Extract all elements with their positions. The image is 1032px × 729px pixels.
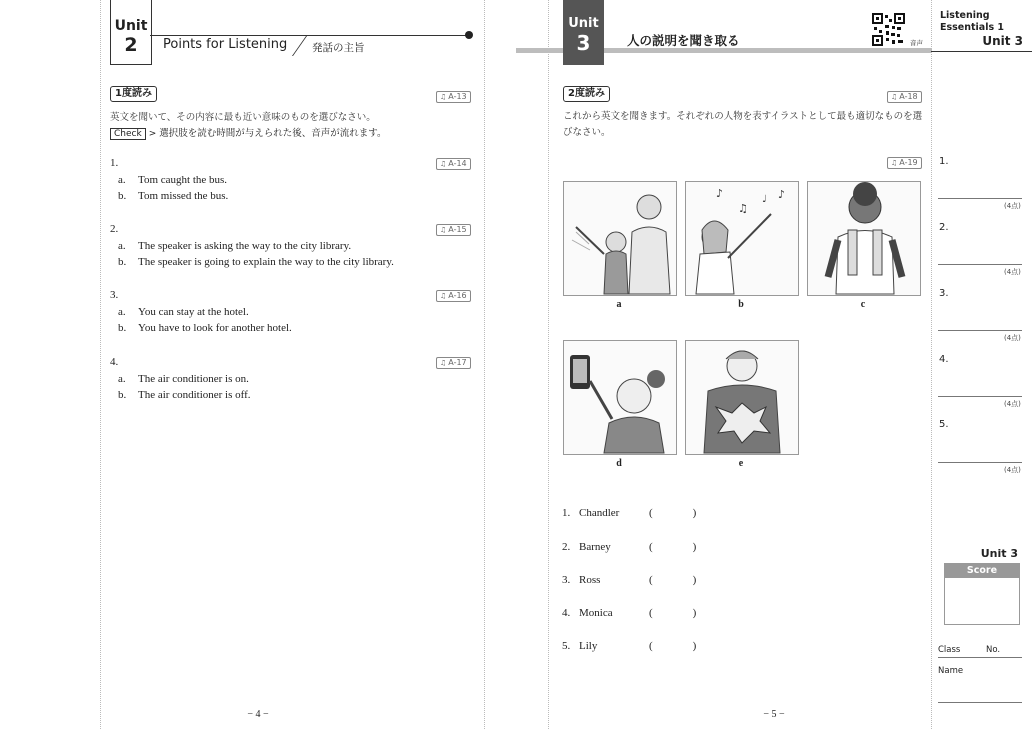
section-tag-left: 1度読み [110, 86, 157, 102]
points-label: (4点) [1004, 334, 1021, 342]
section-tag-right: 2度読み [563, 86, 610, 102]
page-number-left: − 4 − [247, 709, 269, 720]
headphones-icon: ♫ [440, 359, 447, 367]
illustration-d [563, 340, 677, 455]
unit-label: Unit [114, 18, 148, 34]
svg-text:♪: ♪ [716, 187, 724, 200]
header-rule-left [150, 35, 466, 36]
side-rule [931, 51, 1032, 52]
score-unit: Unit 3 [980, 547, 1018, 560]
unit-number: 3 [576, 31, 591, 55]
question-number: 3. [110, 289, 119, 301]
option-a: a. You can stay at the hotel. [118, 306, 249, 318]
course-title: Listening Essentials 1 [940, 10, 1005, 33]
unit-badge-right [563, 0, 604, 65]
option-a: a. The air conditioner is on. [118, 373, 249, 385]
track-badge: ♫ A-18 [887, 91, 922, 103]
answer-row: 2. Barney ( ) [562, 541, 697, 553]
answer-blank[interactable]: ( ) [649, 541, 697, 553]
track-badge: ♫ A-17 [436, 357, 471, 369]
points-label: (4点) [1004, 268, 1021, 276]
answer-blank[interactable]: ( ) [649, 640, 697, 652]
illustration-a [563, 181, 677, 296]
headphones-icon: ♫ [891, 159, 898, 167]
answer-blank[interactable]: ( ) [649, 507, 697, 519]
illustration-label: a [616, 299, 622, 310]
illustration-b [685, 181, 799, 296]
track-badge: ♫ A-16 [436, 290, 471, 302]
name-label: Name [938, 666, 964, 676]
class-line[interactable] [938, 657, 1022, 658]
answer-blank[interactable]: ( ) [649, 574, 697, 586]
illustration-label: c [860, 299, 866, 310]
option-b: b. The speaker is going to explain the way to the city library. [118, 256, 394, 268]
illustration-label: d [616, 458, 622, 469]
points-label: (4点) [1004, 400, 1021, 408]
name-line[interactable] [938, 702, 1022, 703]
qr-audio-label: 音声 [910, 39, 923, 47]
option-b: b. The air conditioner is off. [118, 389, 251, 401]
answer-line[interactable] [938, 396, 1022, 397]
illustration-e [685, 340, 799, 455]
headphones-icon: ♫ [891, 93, 898, 101]
side-item: 4. [939, 354, 949, 365]
page-number-right: − 5 − [763, 709, 785, 720]
side-item: 5. [939, 419, 949, 430]
page-title: 人の説明を聞き取る [627, 33, 740, 48]
class-label: Class [938, 645, 961, 655]
answer-line[interactable] [938, 264, 1022, 265]
score-box[interactable] [944, 563, 1020, 625]
check-badge: Check [110, 128, 146, 140]
answer-line[interactable] [938, 198, 1022, 199]
track-badge: ♫ A-14 [436, 158, 471, 170]
side-item: 3. [939, 288, 949, 299]
illustration-label: b [738, 299, 744, 310]
answer-row: 5. Lily ( ) [562, 640, 697, 652]
points-label: (4点) [1004, 466, 1021, 474]
answer-row: 3. Ross ( ) [562, 574, 697, 586]
answer-row: 4. Monica ( ) [562, 607, 697, 619]
question-number: 2. [110, 223, 119, 235]
check-text: 選択肢を読む時間が与えられた後、音声が流れます。 [159, 128, 387, 139]
answer-line[interactable] [938, 462, 1022, 463]
side-item: 2. [939, 222, 949, 233]
track-badge: ♫ A-19 [887, 157, 922, 169]
side-item: 1. [939, 156, 949, 167]
answer-line[interactable] [938, 330, 1022, 331]
qr-code-icon[interactable] [872, 13, 905, 46]
page-subtitle: 発話の主旨 [312, 42, 365, 54]
no-label: No. [986, 645, 1001, 655]
points-label: (4点) [1004, 202, 1021, 210]
page-title: Points for Listening [163, 37, 288, 52]
track-badge: ♫ A-13 [436, 91, 471, 103]
track-badge: ♫ A-15 [436, 224, 471, 236]
instruction-left: 英文を聞いて、その内容に最も近い意味のものを選びなさい。 [110, 112, 376, 123]
header-dot [465, 31, 473, 39]
unit-badge-left [110, 0, 152, 65]
headphones-icon: ♫ [440, 160, 447, 168]
side-unit: Unit 3 [982, 34, 1023, 48]
option-a: a. The speaker is asking the way to the city library. [118, 240, 352, 252]
unit-number: 2 [124, 34, 138, 56]
answer-blank[interactable]: ( ) [649, 607, 697, 619]
unit-label: Unit [568, 16, 599, 31]
option-b: b. You have to look for another hotel. [118, 322, 292, 334]
instruction-right: これから英文を聞きます。それぞれの人物を表すイラストとして最も適切なものを選びなさい。 [563, 111, 923, 138]
illustration-label: e [738, 458, 744, 469]
illustration-c [807, 181, 921, 296]
option-a: a. Tom caught the bus. [118, 174, 228, 186]
answer-row: 1. Chandler ( ) [562, 507, 697, 519]
check-arrow-icon: > [148, 129, 157, 139]
check-row [110, 125, 387, 139]
svg-text:♪: ♪ [778, 188, 786, 201]
question-number: 1. [110, 157, 119, 169]
headphones-icon: ♫ [440, 292, 447, 300]
svg-text:♩: ♩ [762, 194, 767, 205]
title-slash [292, 36, 307, 56]
option-b: b. Tom missed the bus. [118, 190, 229, 202]
headphones-icon: ♫ [440, 226, 447, 234]
question-number: 4. [110, 356, 119, 368]
score-label: Score [945, 564, 1019, 578]
svg-text:♫: ♫ [738, 202, 748, 215]
headphones-icon: ♫ [440, 93, 447, 101]
